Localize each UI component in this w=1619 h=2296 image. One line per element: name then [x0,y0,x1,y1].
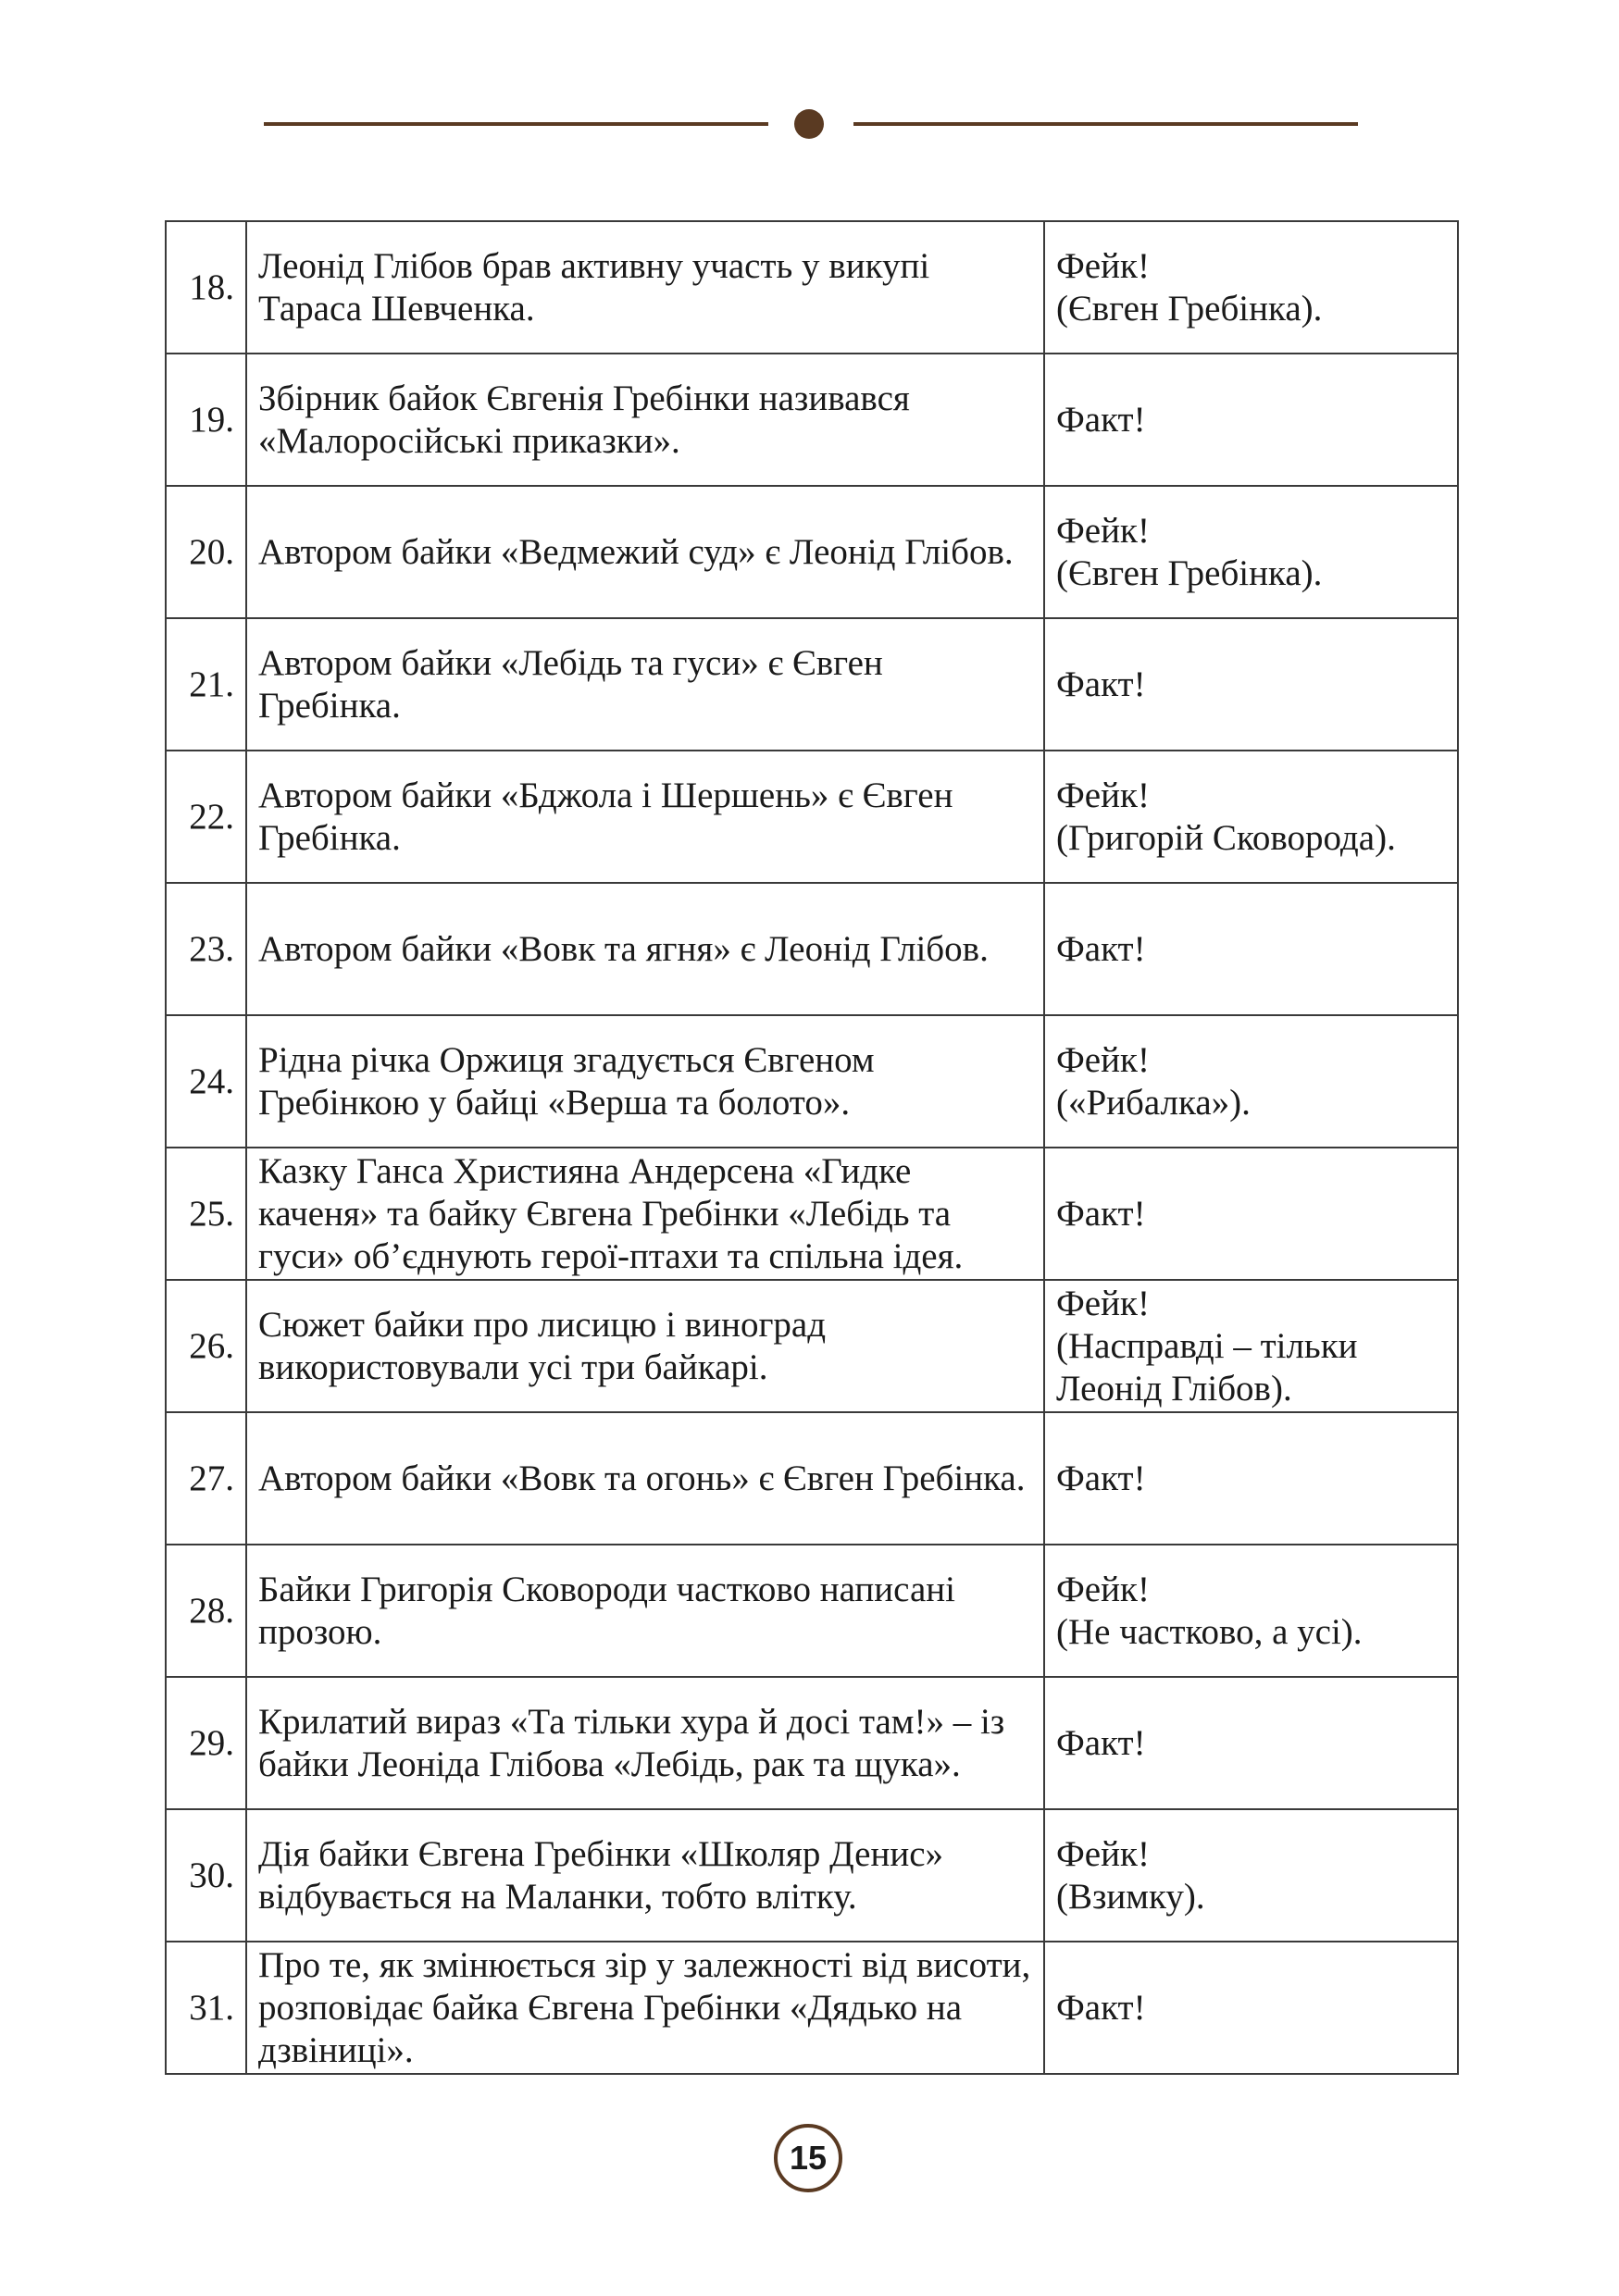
statement-cell: Автором байки «Ведмежий суд» є Леонід Глібов. [246,486,1044,618]
row-number: 29. [166,1677,246,1809]
verdict-text: Факт! [1056,1987,1146,2028]
row-number: 25. [166,1148,246,1280]
statement-cell: Автором байки «Лебідь та гуси» є Євген Гребінка. [246,618,1044,751]
verdict-text: Фейк! [1056,1833,1150,1874]
row-number: 27. [166,1412,246,1545]
page-number: 15 [774,2124,842,2192]
statement-cell: Про те, як змінюється зір у залежності від висоти, розповідає байка Євгена Гребінки «Дядько на дзвіниці». [246,1942,1044,2074]
verdict-text: Факт! [1056,399,1146,440]
statement-cell: Сюжет байки про лисицю і виноград використовували усі три байкарі. [246,1280,1044,1412]
table-row [166,486,1458,618]
table-row [166,618,1458,751]
explanation-text: (Євген Гребінка). [1056,552,1323,593]
row-number: 31. [166,1942,246,2074]
table-row [166,1412,1458,1545]
explanation-text: (Григорій Сковорода). [1056,817,1396,858]
explanation-text: (Взимку). [1056,1876,1205,1917]
statement-cell: Дія байки Євгена Гребінки «Школяр Денис» відбувається на Маланки, тобто влітку. [246,1809,1044,1942]
row-number: 30. [166,1809,246,1942]
statement-cell: Крилатий вираз «Та тільки хура й досі там!» – із байки Леоніда Глібова «Лебідь, рак та щука». [246,1677,1044,1809]
answer-cell [1044,883,1458,1015]
answer-cell [1044,1677,1458,1809]
row-number: 28. [166,1545,246,1677]
table-row [166,1280,1458,1412]
header-ornament-dot [794,109,824,139]
verdict-text: Факт! [1056,664,1146,704]
row-number: 23. [166,883,246,1015]
answer-cell [1044,1148,1458,1280]
table-row [166,1677,1458,1809]
statement-cell: Автором байки «Вовк та огонь» є Євген Гребінка. [246,1412,1044,1545]
row-number: 18. [166,221,246,354]
answer-cell [1044,1545,1458,1677]
row-number: 20. [166,486,246,618]
table-row [166,354,1458,486]
verdict-text: Фейк! [1056,245,1150,286]
verdict-text: Факт! [1056,1193,1146,1234]
fact-or-fake-table [165,220,1459,2075]
verdict-text: Фейк! [1056,510,1150,551]
table-row [166,883,1458,1015]
answer-cell [1044,1280,1458,1412]
header-ornament-line-left [264,122,768,126]
verdict-text: Фейк! [1056,775,1150,815]
verdict-text: Фейк! [1056,1569,1150,1609]
verdict-text: Факт! [1056,1722,1146,1763]
statement-cell: Рідна річка Оржиця згадується Євгеном Гребінкою у байці «Верша та болото». [246,1015,1044,1148]
verdict-text: Фейк! [1056,1283,1150,1323]
statement-cell: Автором байки «Вовк та ягня» є Леонід Глібов. [246,883,1044,1015]
table-row [166,1015,1458,1148]
table-row [166,1148,1458,1280]
explanation-text: (Не частково, а усі). [1056,1611,1363,1652]
table-body [166,221,1458,2074]
answer-cell [1044,618,1458,751]
explanation-text: («Рибалка»). [1056,1082,1251,1123]
table-row [166,1809,1458,1942]
statement-cell: Збірник байок Євгенія Гребінки називався «Малоросійські приказки». [246,354,1044,486]
verdict-text: Факт! [1056,1458,1146,1498]
row-number: 19. [166,354,246,486]
statement-cell: Автором байки «Бджола і Шершень» є Євген Гребінка. [246,751,1044,883]
row-number: 24. [166,1015,246,1148]
answer-cell [1044,486,1458,618]
row-number: 21. [166,618,246,751]
statement-cell: Леонід Глібов брав активну участь у викупі Тараса Шевченка. [246,221,1044,354]
table-row [166,751,1458,883]
header-ornament-line-right [853,122,1358,126]
row-number: 26. [166,1280,246,1412]
table-row [166,1545,1458,1677]
answer-cell [1044,1015,1458,1148]
answer-cell [1044,1412,1458,1545]
explanation-text: (Насправді – тільки Леонід Глібов). [1056,1325,1358,1409]
answer-cell [1044,1809,1458,1942]
verdict-text: Факт! [1056,928,1146,969]
statement-cell: Байки Григорія Сковороди частково написані прозою. [246,1545,1044,1677]
answer-cell [1044,1942,1458,2074]
answer-cell [1044,354,1458,486]
table-row [166,221,1458,354]
verdict-text: Фейк! [1056,1039,1150,1080]
answer-cell [1044,221,1458,354]
row-number: 22. [166,751,246,883]
explanation-text: (Євген Гребінка). [1056,288,1323,329]
statement-cell: Казку Ганса Християна Андерсена «Гидке каченя» та байку Євгена Гребінки «Лебідь та гуси» об’єднують герої-птахи та спільна ідея. [246,1148,1044,1280]
table-row [166,1942,1458,2074]
answer-cell [1044,751,1458,883]
